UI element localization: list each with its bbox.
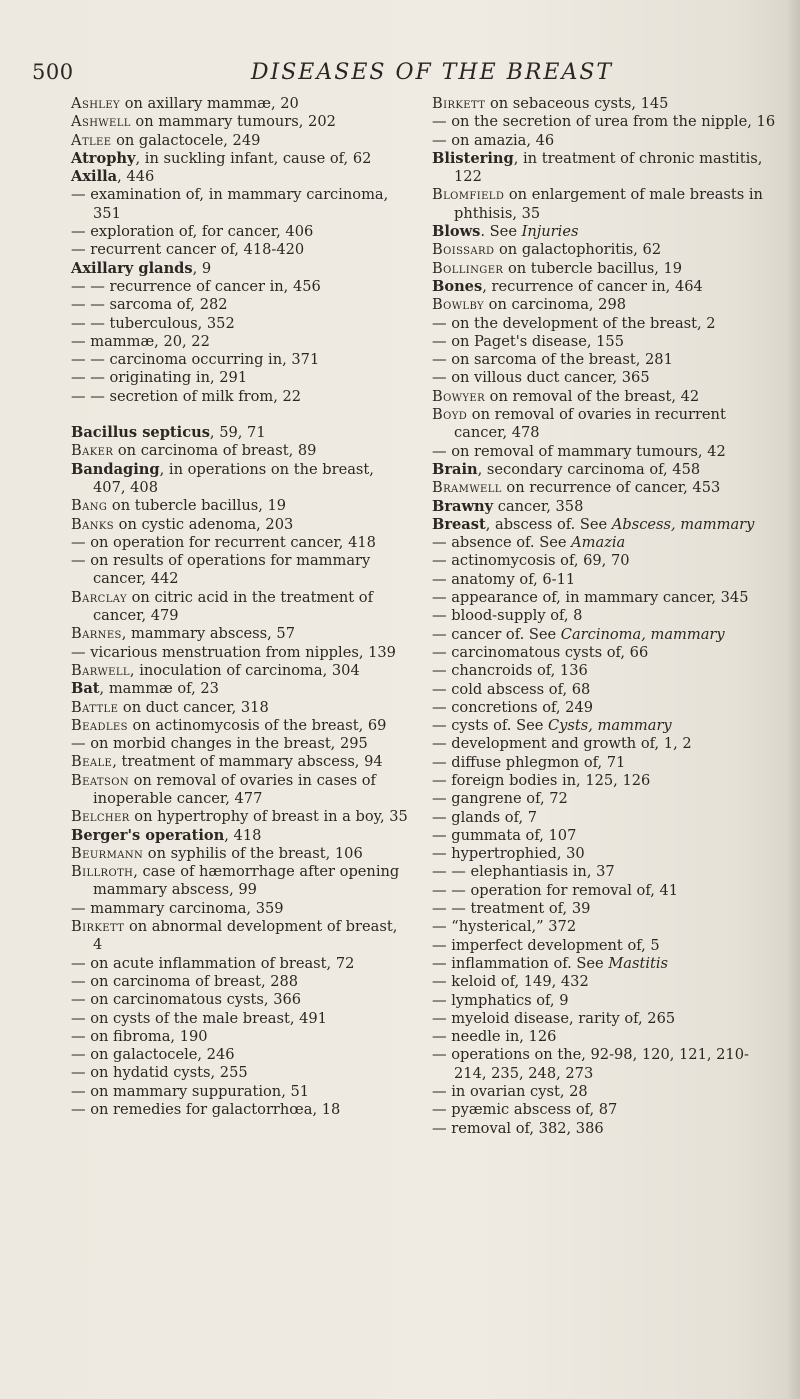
author-name: Birkett <box>71 918 125 936</box>
entry-text: — cold abscess of, 68 <box>432 680 591 698</box>
index-entry <box>432 772 777 790</box>
entry-text: — mammary carcinoma, 359 <box>71 899 284 917</box>
entry-text: — concretions of, 249 <box>432 698 594 716</box>
entry-text: on galactophoritis, 62 <box>494 241 662 259</box>
index-entry <box>71 808 411 826</box>
index-entry <box>432 223 777 241</box>
entry-text: on tubercle bacillus, 19 <box>503 259 683 277</box>
index-entry <box>432 241 777 259</box>
entry-text: — pyæmic abscess of, 87 <box>432 1101 618 1119</box>
entry-text: on carcinoma of breast, 89 <box>113 442 317 460</box>
cross-reference: Amazia <box>571 534 626 552</box>
subject-heading: Atrophy <box>71 149 136 167</box>
index-entry <box>432 333 777 351</box>
index-entry <box>432 662 777 680</box>
index-entry <box>71 827 411 845</box>
index-entry <box>432 992 777 1010</box>
entry-text: , in operations on the breast, 407, 408 <box>93 460 374 496</box>
entry-text: — on results of operations for mammary cancer, 442 <box>71 552 371 588</box>
entry-text: — — sarcoma of, 282 <box>71 296 228 314</box>
entry-text: — on the development of the breast, 2 <box>432 314 716 332</box>
entry-text: — on carcinoma of breast, 288 <box>71 972 299 990</box>
author-name: Bollinger <box>432 259 504 277</box>
subject-heading: Bacillus septicus <box>71 424 210 442</box>
entry-text: , 446 <box>117 168 155 186</box>
index-entry <box>71 662 411 680</box>
index-entry <box>71 625 411 643</box>
subject-heading: Bat <box>71 680 100 698</box>
author-name: Barnes <box>71 625 122 643</box>
index-entry <box>71 1101 411 1119</box>
index-entry <box>432 1028 777 1046</box>
index-column-left <box>71 95 411 1119</box>
subject-heading: Axilla <box>71 168 118 186</box>
index-entry <box>71 973 411 991</box>
entry-text: , abscess of. See <box>485 515 612 533</box>
entry-text: — on villous duct cancer, 365 <box>432 369 650 387</box>
author-name: Boyd <box>432 406 468 424</box>
entry-text: , 59, 71 <box>209 424 266 442</box>
entry-text: on removal of ovaries in recurrent cancer, 478 <box>454 406 726 442</box>
index-entry <box>432 937 777 955</box>
index-entry <box>71 186 411 223</box>
entry-text: on actinomycosis of the breast, 69 <box>127 716 387 734</box>
index-entry <box>71 241 411 259</box>
author-name: Bang <box>71 497 108 515</box>
entry-text: — hypertrophied, 30 <box>432 845 585 863</box>
entry-text: — — recurrence of cancer in, 456 <box>71 277 321 295</box>
entry-text: — development and growth of, 1, 2 <box>432 735 692 753</box>
index-entry <box>71 717 411 735</box>
entry-text: — on amazia, 46 <box>432 131 555 149</box>
index-entry <box>432 863 777 881</box>
entry-text: , treatment of mammary abscess, 94 <box>112 753 383 771</box>
index-entry <box>432 1101 777 1119</box>
index-entry <box>71 900 411 918</box>
entry-text: on citric acid in the treatment of cancer, 479 <box>93 588 373 625</box>
index-entry <box>71 1083 411 1101</box>
index-entry <box>71 534 411 552</box>
index-entry <box>432 150 777 187</box>
index-entry <box>71 1064 411 1082</box>
subject-heading: Bones <box>432 277 483 295</box>
entry-text: — glands of, 7 <box>432 808 538 826</box>
index-entry <box>71 772 411 809</box>
index-entry <box>432 479 777 497</box>
index-entry <box>71 699 411 717</box>
entry-text: , mammæ of, 23 <box>99 680 219 698</box>
entry-text: — in ovarian cyst, 28 <box>432 1083 588 1101</box>
index-entry <box>71 497 411 515</box>
page-edge-shadow <box>786 0 800 1399</box>
index-entry <box>71 589 411 626</box>
index-entry <box>432 644 777 662</box>
author-name: Beurmann <box>71 844 144 862</box>
index-entry <box>71 1010 411 1028</box>
entry-text: on sebaceous cysts, 145 <box>485 95 669 112</box>
entry-text: — on cysts of the male breast, 491 <box>71 1009 327 1027</box>
entry-text: — diffuse phlegmon of, 71 <box>432 753 626 771</box>
index-entry <box>71 955 411 973</box>
entry-text: — foreign bodies in, 125, 126 <box>432 771 651 789</box>
author-name: Beale <box>71 753 113 771</box>
entry-text: on carcinoma, 298 <box>484 296 627 314</box>
entry-text: on syphilis of the breast, 106 <box>143 844 363 862</box>
entry-text: — — elephantiasis in, 37 <box>432 863 615 881</box>
author-name: Ashwell <box>71 113 131 131</box>
entry-text: — vicarious menstruation from nipples, 139 <box>71 643 396 661</box>
author-name: Barwell <box>71 661 130 679</box>
index-column-right <box>432 95 777 1138</box>
entry-text: — on galactocele, 246 <box>71 1046 235 1064</box>
index-entry <box>432 699 777 717</box>
entry-text: , in suckling infant, cause of, 62 <box>135 149 372 167</box>
index-entry <box>432 918 777 936</box>
author-name: Beadles <box>71 716 128 734</box>
subject-heading: Blows <box>432 223 481 241</box>
page-number: 500 <box>32 60 74 84</box>
entry-text: — — operation for removal of, 41 <box>432 881 679 899</box>
entry-text: — cysts of. See <box>432 717 548 735</box>
index-entry <box>432 790 777 808</box>
author-name: Atlee <box>71 131 112 149</box>
entry-text: on hypertrophy of breast in a boy, 35 <box>129 808 408 826</box>
index-entry <box>71 388 411 406</box>
entry-text: — mammæ, 20, 22 <box>71 332 210 350</box>
index-entry <box>432 735 777 753</box>
entry-text: — on Paget's disease, 155 <box>432 332 624 350</box>
index-entry <box>432 461 777 479</box>
entry-text: on axillary mammæ, 20 <box>120 95 299 112</box>
index-entry <box>71 333 411 351</box>
index-entry <box>71 644 411 662</box>
entry-text: — lymphatics of, 9 <box>432 991 569 1009</box>
index-entry <box>432 95 777 113</box>
index-entry <box>432 973 777 991</box>
subject-heading: Brawny <box>432 497 494 515</box>
entry-text: — on the secretion of urea from the nipple, 16 <box>432 113 776 131</box>
cross-reference: Carcinoma, mammary <box>560 625 725 643</box>
entry-text: on mammary tumours, 202 <box>130 113 336 131</box>
subject-heading: Berger's operation <box>71 826 225 844</box>
entry-text: , inoculation of carcinoma, 304 <box>129 661 360 679</box>
entry-text: , case of hæmorrhage after opening mammary abscess, 99 <box>93 863 400 899</box>
entry-text: , 9 <box>192 259 212 277</box>
subject-heading: Axillary glands <box>71 259 193 277</box>
entry-text: — on mammary suppuration, 51 <box>71 1082 310 1100</box>
entry-text: — on morbid changes in the breast, 295 <box>71 735 368 753</box>
entry-text: — keloid of, 149, 432 <box>432 973 589 991</box>
page-header <box>32 56 772 92</box>
subject-heading: Blistering <box>432 149 514 167</box>
index-entry <box>432 351 777 369</box>
index-entry <box>432 186 777 223</box>
author-name: Barclay <box>71 588 127 606</box>
entry-text: on recurrence of cancer, 453 <box>501 479 721 497</box>
author-name: Belcher <box>71 808 130 826</box>
cross-reference: Abscess, mammary <box>611 515 755 533</box>
author-name: Bowlby <box>432 296 485 314</box>
index-entry <box>432 1120 777 1138</box>
index-entry <box>432 278 777 296</box>
entry-text: — cancer of. See <box>432 625 561 643</box>
index-entry <box>71 680 411 698</box>
index-entry <box>432 315 777 333</box>
entry-text: — actinomycosis of, 69, 70 <box>432 552 630 570</box>
entry-text: — operations on the, 92-98, 120, 121, 210-214, 235, 248, 273 <box>432 1046 749 1082</box>
entry-text: on duct cancer, 318 <box>118 698 269 716</box>
entry-text: cancer, 358 <box>493 497 584 515</box>
entry-text: — appearance of, in mammary cancer, 345 <box>432 589 749 607</box>
index-entry <box>432 900 777 918</box>
index-entry <box>432 955 777 973</box>
entry-text: on galactocele, 249 <box>111 131 261 149</box>
cross-reference: Injuries <box>521 223 579 241</box>
entry-text: , mammary abscess, 57 <box>121 625 296 643</box>
entry-text: on abnormal development of breast, 4 <box>93 918 398 954</box>
index-entry <box>71 442 411 460</box>
index-entry <box>71 424 411 442</box>
index-entry <box>432 882 777 900</box>
index-entry <box>71 1046 411 1064</box>
index-entry <box>71 260 411 278</box>
index-entry <box>71 315 411 333</box>
index-entry <box>432 498 777 516</box>
index-entry <box>71 552 411 589</box>
index-entry <box>432 1010 777 1028</box>
index-entry <box>71 369 411 387</box>
index-entry <box>71 150 411 168</box>
subject-heading: Bandaging <box>71 460 160 478</box>
entry-text: , secondary carcinoma of, 458 <box>477 460 701 478</box>
entry-text: — — originating in, 291 <box>71 369 248 387</box>
index-entry <box>432 534 777 552</box>
entry-text: — recurrent cancer of, 418-420 <box>71 241 305 259</box>
entry-text: on removal of ovaries in cases of inoperable cancer, 477 <box>93 771 376 807</box>
index-entry <box>71 735 411 753</box>
index-entry <box>71 845 411 863</box>
index-entry <box>71 863 411 900</box>
entry-text: — on operation for recurrent cancer, 418 <box>71 533 376 551</box>
author-name: Beatson <box>71 771 129 789</box>
subject-heading: Brain <box>432 460 478 478</box>
entry-text: — exploration of, for cancer, 406 <box>71 223 314 241</box>
index-entry <box>432 1083 777 1101</box>
entry-text: — carcinomatous cysts of, 66 <box>432 643 649 661</box>
index-entry <box>71 113 411 131</box>
index-entry <box>432 1046 777 1083</box>
author-name: Blomfield <box>432 186 505 204</box>
cross-reference: Cysts, mammary <box>548 717 672 735</box>
index-entry <box>432 443 777 461</box>
entry-text: — blood-supply of, 8 <box>432 607 583 625</box>
entry-text: — on fibroma, 190 <box>71 1027 208 1045</box>
index-entry <box>432 113 777 131</box>
author-name: Birkett <box>432 95 486 112</box>
author-name: Baker <box>71 442 114 460</box>
entry-text: — myeloid disease, rarity of, 265 <box>432 1009 676 1027</box>
entry-text: on cystic adenoma, 203 <box>114 515 294 533</box>
index-entry <box>71 223 411 241</box>
entry-text: — anatomy of, 6-11 <box>432 570 576 588</box>
index-entry <box>432 626 777 644</box>
index-entry <box>432 132 777 150</box>
index-entry <box>432 681 777 699</box>
entry-text: . See <box>480 223 522 241</box>
index-entry <box>432 845 777 863</box>
entry-text: — on hydatid cysts, 255 <box>71 1064 248 1082</box>
index-entry <box>432 388 777 406</box>
index-entry <box>71 95 411 113</box>
entry-text: on tubercle bacillus, 19 <box>107 497 287 515</box>
author-name: Billroth <box>71 863 134 881</box>
entry-text: — on remedies for galactorrhœa, 18 <box>71 1101 341 1119</box>
entry-text: on removal of the breast, 42 <box>485 387 700 405</box>
index-entry <box>71 753 411 771</box>
entry-text: — imperfect development of, 5 <box>432 936 660 954</box>
author-name: Battle <box>71 698 119 716</box>
index-entry <box>432 607 777 625</box>
entry-text: , in treatment of chronic mastitis, 122 <box>454 149 763 186</box>
entry-text: — — carcinoma occurring in, 371 <box>71 351 320 369</box>
index-entry <box>71 991 411 1009</box>
cross-reference: Mastitis <box>608 954 669 972</box>
entry-text: — “hysterical,” 372 <box>432 918 577 936</box>
entry-text: — absence of. See <box>432 534 572 552</box>
entry-text: — — tuberculous, 352 <box>71 314 235 332</box>
entry-text: on enlargement of male breasts in phthisis, 35 <box>454 186 763 222</box>
entry-text: — on acute inflammation of breast, 72 <box>71 954 355 972</box>
entry-text: — on carcinomatous cysts, 366 <box>71 991 302 1009</box>
index-entry <box>71 351 411 369</box>
index-entry <box>71 168 411 186</box>
entry-text: — gangrene of, 72 <box>432 790 568 808</box>
entry-text: — needle in, 126 <box>432 1028 557 1046</box>
author-name: Boissard <box>432 241 495 259</box>
index-entry <box>432 516 777 534</box>
index-entry <box>71 918 411 955</box>
index-entry <box>71 516 411 534</box>
entry-text: — — secretion of milk from, 22 <box>71 387 302 405</box>
index-entry <box>71 461 411 498</box>
index-entry <box>432 552 777 570</box>
index-entry <box>432 717 777 735</box>
index-entry <box>432 809 777 827</box>
entry-text: — — treatment of, 39 <box>432 900 591 918</box>
index-entry <box>432 589 777 607</box>
index-entry <box>71 132 411 150</box>
index-entry <box>432 754 777 772</box>
subject-heading: Breast <box>432 515 486 533</box>
author-name: Bramwell <box>432 479 502 497</box>
index-entry <box>71 296 411 314</box>
entry-text: , recurrence of cancer in, 464 <box>482 277 703 295</box>
author-name: Ashley <box>71 95 121 112</box>
author-name: Banks <box>71 515 115 533</box>
index-entry <box>432 571 777 589</box>
index-entry <box>71 278 411 296</box>
index-entry <box>432 369 777 387</box>
index-entry <box>432 260 777 278</box>
entry-text: — gummata of, 107 <box>432 826 577 844</box>
index-entry <box>432 406 777 443</box>
entry-text: — on removal of mammary tumours, 42 <box>432 442 726 460</box>
index-entry <box>432 827 777 845</box>
index-entry <box>71 1028 411 1046</box>
entry-text: , 418 <box>224 826 262 844</box>
entry-text: — examination of, in mammary carcinoma, 351 <box>71 186 389 222</box>
entry-text: — on sarcoma of the breast, 281 <box>432 351 673 369</box>
index-entry <box>432 296 777 314</box>
running-title: DISEASES OF THE BREAST <box>250 60 614 85</box>
entry-text: — removal of, 382, 386 <box>432 1119 604 1137</box>
author-name: Bowyer <box>432 387 486 405</box>
entry-text: — chancroids of, 136 <box>432 662 588 680</box>
entry-text: — inflammation of. See <box>432 954 609 972</box>
